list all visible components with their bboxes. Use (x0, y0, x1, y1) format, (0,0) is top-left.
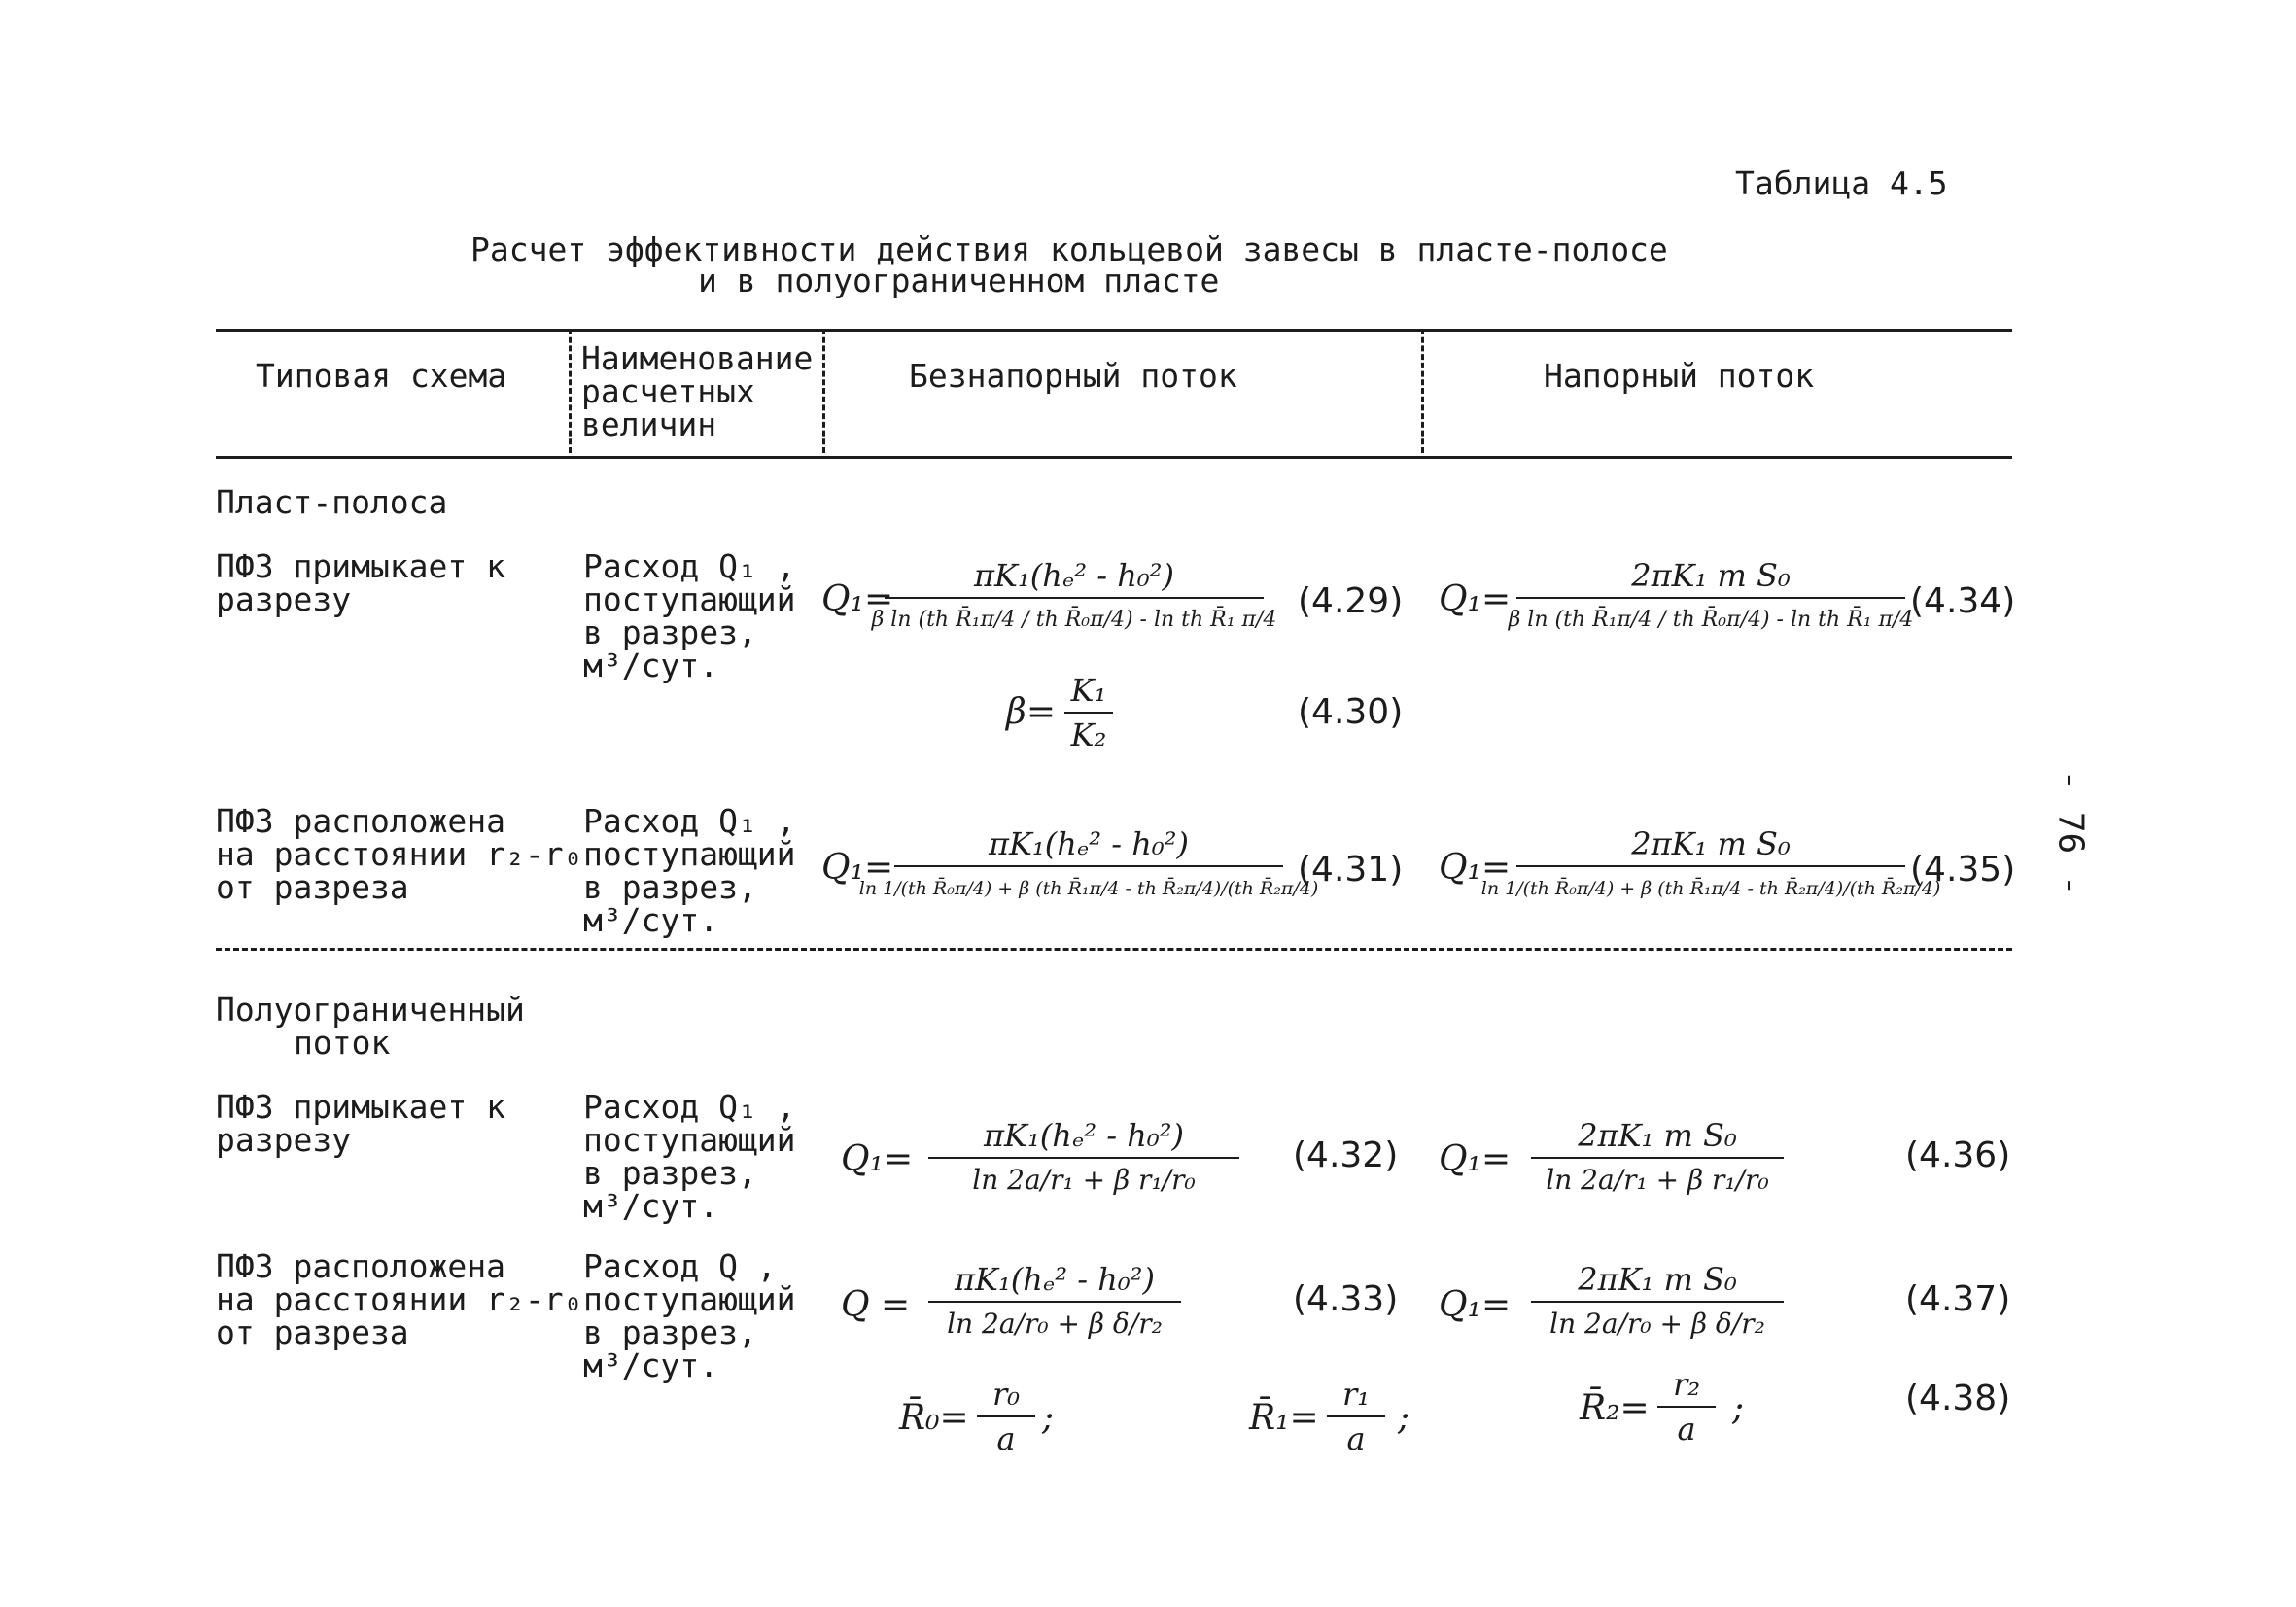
def-r2-bar (1657, 1406, 1716, 1408)
row1-f2-eqnum: (4.34) (1910, 581, 2016, 621)
header-pressure-flow: Напорный поток (1544, 357, 1815, 395)
row3-f2-denominator: ln 2a/r₁ + β r₁/r₀ (1546, 1164, 1769, 1196)
row3-qty-l2: поступающий (583, 1121, 796, 1159)
row4-f2-denominator: ln 2a/r₀ + β δ/r₂ (1549, 1308, 1765, 1340)
beta-denominator: K₂ (1070, 716, 1107, 753)
row1-scheme-l1: ПФЗ примыкает к (216, 547, 506, 585)
row3-qty-l3: в разрез, (583, 1154, 757, 1192)
row1-f2-denominator: β ln (th R̄₁π/4 / th R̄₀π/4) - ln th R̄₁ π/4 (1508, 608, 1914, 632)
row1-f1-bar (885, 597, 1264, 599)
def-r0-denominator: a (996, 1420, 1016, 1457)
header-quantity-l3: величин (581, 405, 717, 443)
def-r1-bar (1327, 1415, 1385, 1417)
row4-f2-lhs: Q₁= (1439, 1285, 1512, 1325)
row4-f1-bar (928, 1301, 1181, 1303)
row4-qty-l3: в разрез, (583, 1313, 757, 1351)
table-label: Таблица 4.5 (1735, 164, 1948, 202)
row1-qty-l3: в разрез, (583, 613, 757, 651)
def-r0-bar (977, 1415, 1035, 1417)
col-divider-1 (569, 329, 572, 453)
def-r0-numerator: r₀ (991, 1376, 1021, 1413)
header-typical-scheme: Типовая схема (256, 357, 507, 395)
row2-f2-fraction (1480, 824, 1941, 908)
row1-f1-fraction (871, 556, 1277, 640)
row1-qty-l4: м³/сут. (583, 646, 719, 684)
row4-scheme-l3: от разреза (216, 1313, 409, 1351)
row2-f2-numerator: 2πK₁ m S₀ (1631, 825, 1791, 862)
def-r2-lhs: R̄₂= (1580, 1388, 1650, 1428)
def-r2-numerator: r₂ (1672, 1366, 1701, 1403)
row4-scheme-l1: ПФЗ расположена (216, 1247, 506, 1285)
col-divider-2 (822, 329, 825, 453)
def-r2-fraction (1657, 1365, 1716, 1449)
beta-fraction (1064, 671, 1113, 754)
row2-f1-eqnum: (4.31) (1298, 850, 1404, 890)
beta-bar (1064, 712, 1113, 714)
row1-f1-numerator: πK₁(hₑ² - h₀²) (974, 557, 1174, 594)
row2-f1-numerator: πK₁(hₑ² - h₀²) (989, 825, 1189, 862)
section-semi-l2: поток (294, 1024, 391, 1062)
row4-scheme-l2: на расстоянии r₂-r₀ (216, 1280, 583, 1318)
def-eqnum: (4.38) (1905, 1379, 2011, 1418)
def-r1-sep: ; (1398, 1398, 1410, 1438)
section-separator (216, 948, 2012, 951)
def-r1-lhs: R̄₁= (1249, 1398, 1319, 1438)
section-semi-l1: Полуограниченный (216, 991, 525, 1029)
row3-scheme-l2: разрезу (216, 1121, 352, 1159)
row3-f1-fraction (928, 1116, 1239, 1200)
def-r0-sep: ; (1042, 1398, 1055, 1438)
row3-f2-bar (1531, 1157, 1784, 1159)
def-r2-sep: ; (1732, 1388, 1745, 1428)
row2-f1-bar (894, 865, 1283, 867)
def-r1-fraction (1327, 1375, 1385, 1458)
header-quantity-l2: расчетных (581, 372, 755, 410)
row1-f2-fraction (1508, 556, 1914, 640)
beta-numerator: K₁ (1070, 672, 1107, 709)
row4-f1-lhs: Q = (841, 1285, 911, 1325)
row2-f2-eqnum: (4.35) (1910, 850, 2016, 890)
row1-f1-denominator: β ln (th R̄₁π/4 / th R̄₀π/4) - ln th R̄₁ π/4 (871, 608, 1277, 632)
row4-f1-denominator: ln 2a/r₀ + β δ/r₂ (947, 1308, 1163, 1340)
row3-f2-eqnum: (4.36) (1905, 1135, 2011, 1175)
beta-lhs: β= (1006, 692, 1056, 732)
row3-f1-bar (928, 1157, 1239, 1159)
row4-qty-l2: поступающий (583, 1280, 796, 1318)
row4-f2-bar (1531, 1301, 1784, 1303)
row2-scheme-l3: от разреза (216, 868, 409, 906)
beta-eqnum: (4.30) (1298, 692, 1404, 732)
row1-qty-l1: Расход Q₁ , (583, 547, 796, 585)
row4-f2-eqnum: (4.37) (1905, 1279, 2011, 1319)
row3-f2-fraction (1531, 1116, 1784, 1200)
col-divider-3 (1421, 329, 1424, 453)
row2-f2-denominator: ln 1/(th R̄₀π/4) + β (th R̄₁π/4 - th R̄₂π/4)/(th R̄₂π/4) (1480, 878, 1941, 899)
row2-scheme-l2: на расстоянии r₂-r₀ (216, 835, 583, 873)
row4-f1-eqnum: (4.33) (1293, 1279, 1399, 1319)
row1-f2-bar (1516, 597, 1905, 599)
row3-qty-l1: Расход Q₁ , (583, 1088, 796, 1126)
def-r0-lhs: R̄₀= (899, 1398, 969, 1438)
row4-f2-fraction (1531, 1260, 1784, 1344)
page-number: - 76 - (2050, 769, 2091, 896)
header-top-rule (216, 329, 2012, 332)
row3-qty-l4: м³/сут. (583, 1187, 719, 1225)
def-r1-denominator: a (1346, 1420, 1366, 1457)
row4-f2-numerator: 2πK₁ m S₀ (1578, 1261, 1737, 1298)
row2-qty-l3: в разрез, (583, 868, 757, 906)
row3-f1-eqnum: (4.32) (1293, 1135, 1399, 1175)
def-r2-denominator: a (1677, 1411, 1696, 1448)
row3-f2-lhs: Q₁= (1439, 1139, 1512, 1179)
row1-f2-lhs: Q₁= (1439, 579, 1512, 619)
row2-f1-denominator: ln 1/(th R̄₀π/4) + β (th R̄₁π/4 - th R̄₂π/4)/(th R̄₂π/4) (858, 878, 1319, 899)
header-quantity-l1: Наименование (581, 339, 814, 377)
row2-f2-lhs: Q₁= (1439, 848, 1512, 888)
row3-f2-numerator: 2πK₁ m S₀ (1578, 1117, 1737, 1154)
row4-qty-l4: м³/сут. (583, 1346, 719, 1384)
row2-qty-l2: поступающий (583, 835, 796, 873)
table-title-line2: и в полуограниченном пласте (698, 262, 1220, 299)
row3-f1-numerator: πK₁(hₑ² - h₀²) (984, 1117, 1184, 1154)
row3-f1-denominator: ln 2a/r₁ + β r₁/r₀ (972, 1164, 1196, 1196)
section-strip: Пласт-полоса (216, 483, 448, 521)
row1-scheme-l2: разрезу (216, 580, 352, 618)
row2-scheme-l1: ПФЗ расположена (216, 802, 506, 840)
row2-f1-lhs: Q₁= (821, 848, 894, 888)
header-free-flow: Безнапорный поток (909, 357, 1237, 395)
row4-f1-numerator: πK₁(hₑ² - h₀²) (955, 1261, 1155, 1298)
row1-qty-l2: поступающий (583, 580, 796, 618)
row1-f2-numerator: 2πK₁ m S₀ (1631, 557, 1791, 594)
row2-f2-bar (1516, 865, 1905, 867)
row2-qty-l4: м³/сут. (583, 901, 719, 939)
row1-f1-lhs: Q₁= (821, 579, 894, 619)
def-r1-numerator: r₁ (1341, 1376, 1371, 1413)
def-r0-fraction (977, 1375, 1035, 1458)
table-title-line1: Расчет эффективности действия кольцевой завесы в пласте-полосе (470, 230, 1668, 268)
row2-qty-l1: Расход Q₁ , (583, 802, 796, 840)
row4-f1-fraction (928, 1260, 1181, 1344)
row3-f1-lhs: Q₁= (841, 1139, 914, 1179)
row4-qty-l1: Расход Q , (583, 1247, 777, 1285)
row1-f1-eqnum: (4.29) (1298, 581, 1404, 621)
row3-scheme-l1: ПФЗ примыкает к (216, 1088, 506, 1126)
row2-f1-fraction (858, 824, 1319, 908)
header-bottom-rule (216, 456, 2012, 459)
